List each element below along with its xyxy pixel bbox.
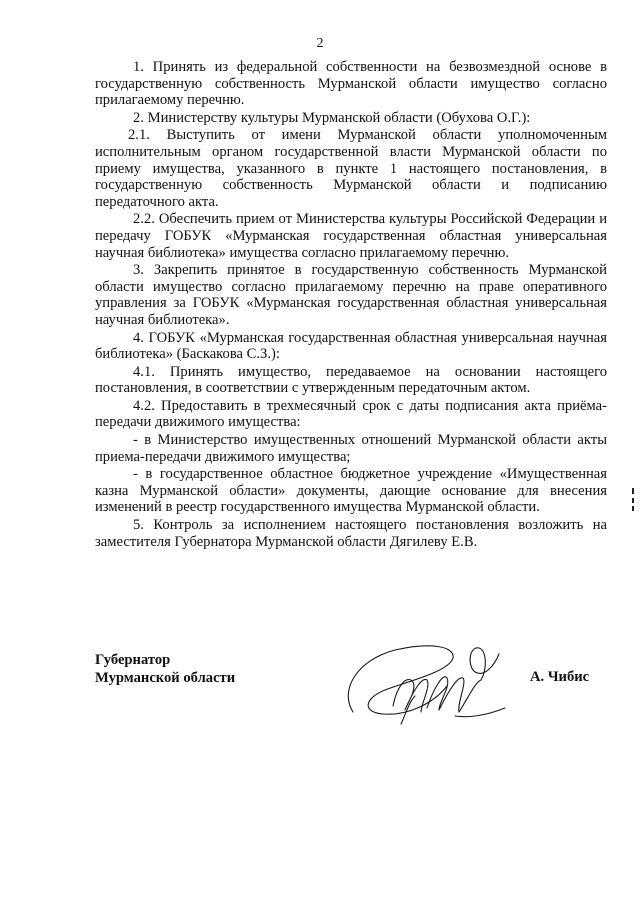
edge-mark bbox=[631, 488, 635, 512]
paragraph-4: 4. ГОБУК «Мурманская государственная областная универсальная научная библиотека» (Баскакова С.З.): bbox=[95, 329, 607, 363]
paragraph-2: 2. Министерству культуры Мурманской области (Обухова О.Г.): bbox=[133, 109, 531, 126]
paragraph-4-2-item-1: - в Министерство имущественных отношений Мурманской области акты приема-передачи движимого имущества; bbox=[95, 432, 607, 465]
paragraph-4-1: 4.1. Принять имущество, передаваемое на основании настоящего постановления, в соответствии с утвержденным передаточным актом. bbox=[95, 363, 607, 397]
signatory-title-line-2: Мурманской области bbox=[95, 670, 236, 686]
paragraph-5: 5. Контроль за исполнением настоящего постановления возложить на заместителя Губернатора Мурманской области Дягилеву Е.В. bbox=[95, 517, 607, 550]
paragraph-2-1: 2.1. Выступить от имени Мурманской области уполномоченным исполнительным органом государственной власти Мурманской области по приему имущества, указанного в пункте 1 настоящего постановления, в государственную собственность Мурманской области и подписанию передаточного акта. bbox=[95, 127, 607, 210]
paragraph-3: 3. Закрепить принятое в государственную собственность Мурманской области имущество согласно прилагаемому перечню на праве оперативного управления за ГОБУК «Мурманская государственная областная универсальная научная библиотека». bbox=[95, 262, 607, 328]
signatory-title-line-1: Губернатор bbox=[95, 652, 171, 668]
paragraph-1: 1. Принять из федеральной собственности на безвозмездной основе в государственную собственность Мурманской области имущество согласно прилагаемому перечню. bbox=[95, 59, 607, 109]
paragraph-4-2: 4.2. Предоставить в трехмесячный срок с даты подписания акта приёма-передачи движимого имущества: bbox=[95, 397, 607, 431]
paragraph-2-2: 2.2. Обеспечить прием от Министерства культуры Российской Федерации и передачу ГОБУК «Мурманская государственная областная универсальная научная библиотека» имущества согласно прилагаемому перечню. bbox=[95, 211, 607, 261]
signatory-name: А. Чибис bbox=[530, 669, 590, 685]
document-body bbox=[95, 59, 607, 551]
paragraph-4-2-item-2: - в государственное областное бюджетное учреждение «Имущественная казна Мурманской области» документы, дающие основание для внесения изменений в реестр государственного имущества Мурманской области. bbox=[95, 466, 607, 516]
signatory-title bbox=[95, 651, 235, 687]
page-number: 2 bbox=[316, 36, 324, 51]
handwritten-signature bbox=[335, 620, 525, 730]
